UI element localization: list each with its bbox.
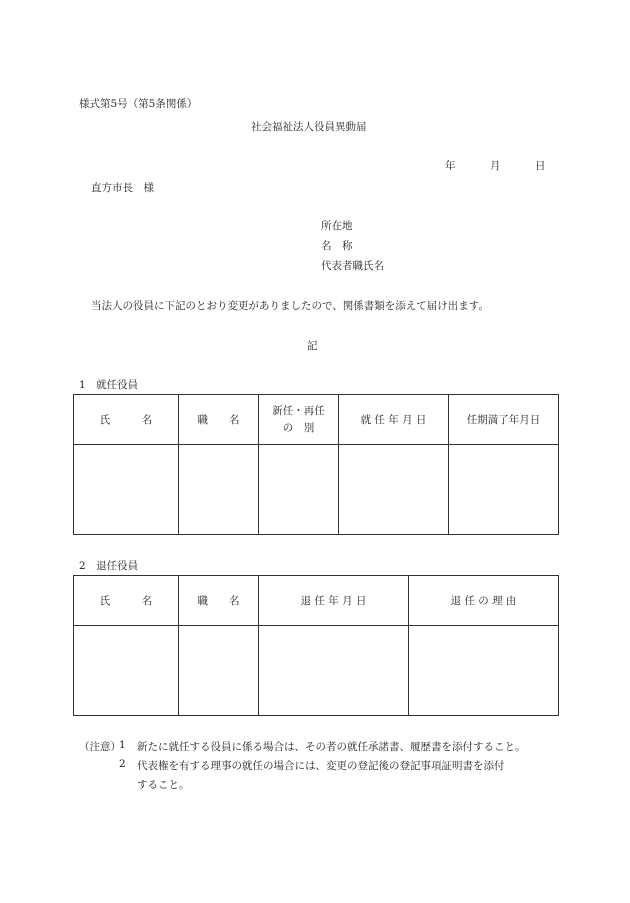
cell-term-end bbox=[449, 445, 559, 535]
ki-label: 記 bbox=[307, 340, 318, 352]
note-2-text-line1: 代表権を有する理事の就任の場合には、変更の登記後の登記事項証明書を添付 bbox=[137, 760, 505, 772]
header-retirement-date: 退 任 年 月 日 bbox=[259, 576, 409, 626]
page-title: 社会福祉法人役員異動届 bbox=[251, 121, 367, 133]
header-reason: 退 任 の 理 由 bbox=[409, 576, 559, 626]
header-name: 氏 名 bbox=[74, 395, 179, 445]
header-name: 氏 名 bbox=[74, 576, 179, 626]
note-1-text: 新たに就任する役員に係る場合は、その者の就任承諾書、履歴書を添付すること。 bbox=[137, 741, 526, 753]
date-year-label: 年 bbox=[445, 160, 456, 172]
note-2-number: 2 bbox=[119, 758, 126, 770]
note-2-text-line2: すること。 bbox=[137, 779, 190, 791]
addressee: 直方市長 様 bbox=[91, 182, 154, 194]
header-position: 職 名 bbox=[179, 395, 259, 445]
header-type-line2: の 別 bbox=[282, 421, 315, 434]
cell-position bbox=[179, 626, 259, 716]
cell-name bbox=[74, 445, 179, 535]
appointed-officers-table bbox=[73, 394, 559, 535]
date-day-label: 日 bbox=[535, 160, 546, 172]
header-type bbox=[259, 395, 339, 445]
cell-retirement-date bbox=[259, 626, 409, 716]
body-text: 当法人の役員に下記のとおり変更がありましたので、関係書類を添えて届け出ます。 bbox=[91, 300, 489, 312]
retired-officers-table bbox=[73, 575, 559, 716]
note-1-number: 1 bbox=[119, 739, 126, 751]
table-header-row bbox=[74, 395, 559, 445]
cell-appointment-date bbox=[339, 445, 449, 535]
date-month-label: 月 bbox=[490, 160, 501, 172]
header-position: 職 名 bbox=[179, 576, 259, 626]
cell-reason bbox=[409, 626, 559, 716]
cell-position bbox=[179, 445, 259, 535]
form-number: 様式第5号（第5条関係） bbox=[79, 98, 198, 110]
header-term-end: 任期満了年月日 bbox=[449, 395, 559, 445]
header-appointment-date: 就 任 年 月 日 bbox=[339, 395, 449, 445]
table-row bbox=[74, 445, 559, 535]
section2-heading: 2 退任役員 bbox=[79, 560, 139, 572]
cell-type bbox=[259, 445, 339, 535]
notes-label: （注意） bbox=[79, 741, 121, 753]
header-type-line1: 新任・再任 bbox=[272, 404, 325, 417]
table-row bbox=[74, 626, 559, 716]
name-label: 名 称 bbox=[321, 240, 353, 252]
cell-name bbox=[74, 626, 179, 716]
section1-heading: 1 就任役員 bbox=[79, 379, 139, 391]
representative-label: 代表者職氏名 bbox=[321, 260, 384, 272]
address-label: 所在地 bbox=[321, 220, 353, 232]
table-header-row bbox=[74, 576, 559, 626]
